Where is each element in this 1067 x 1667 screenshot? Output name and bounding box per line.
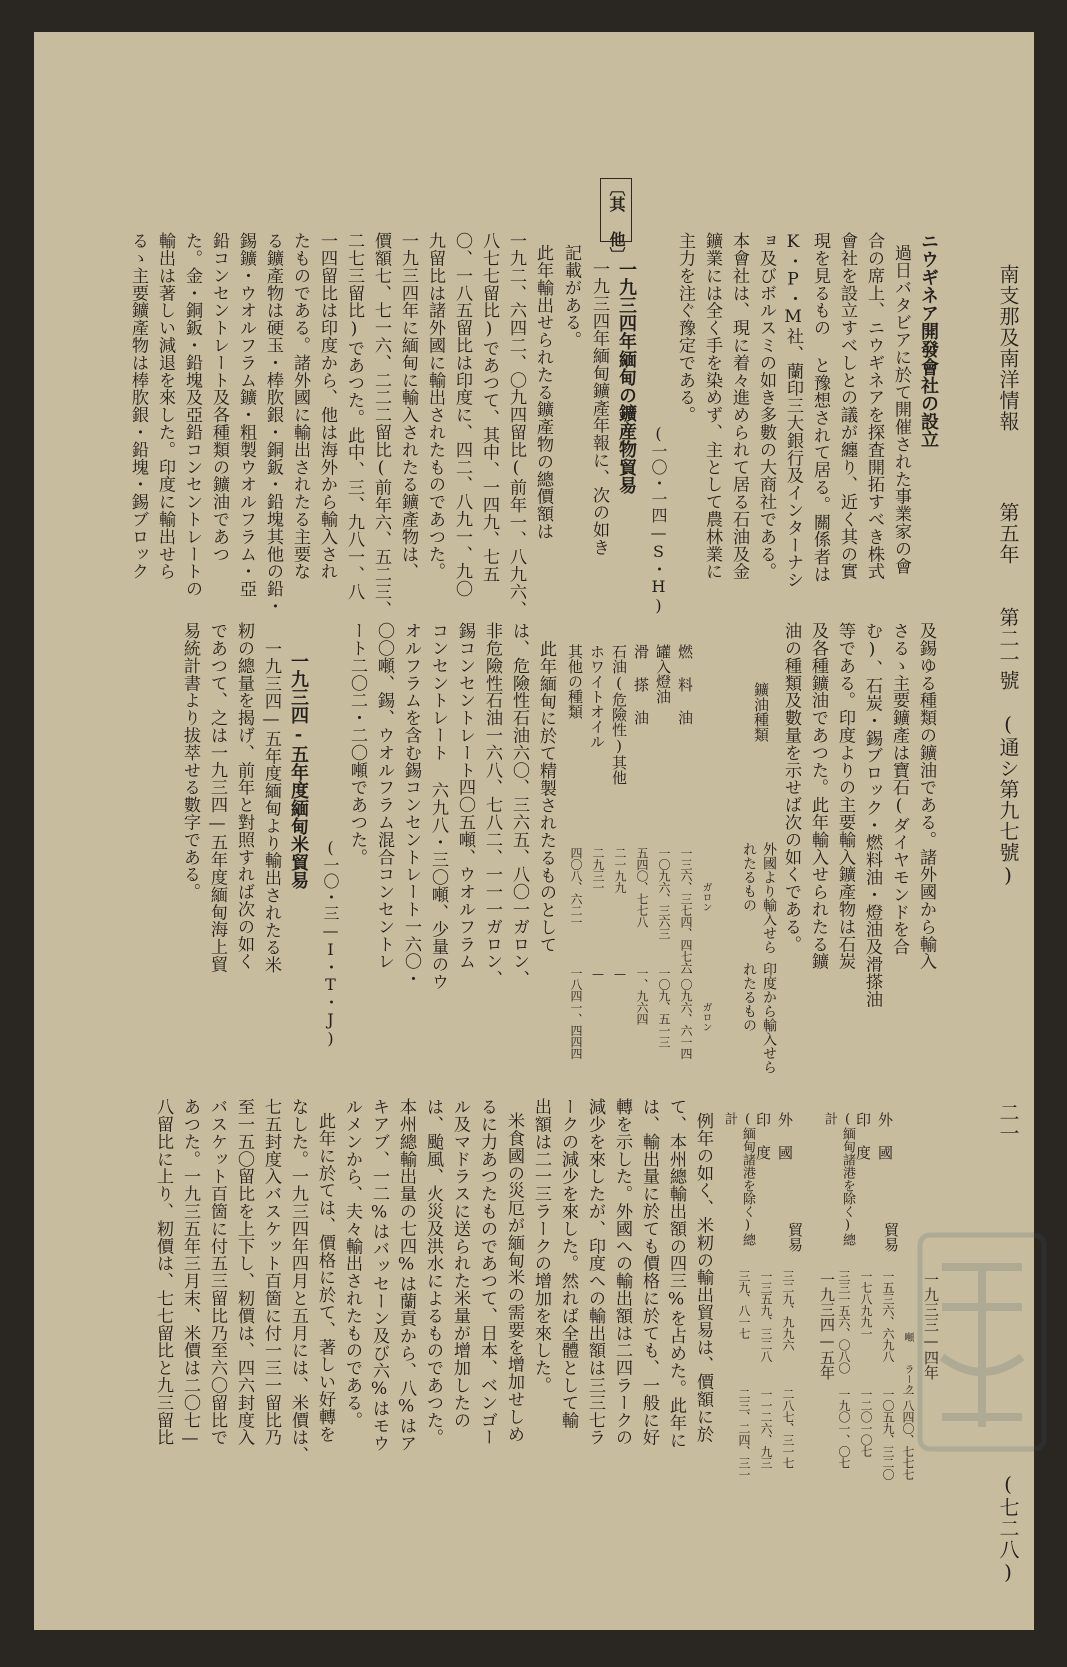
text-line: 價額七、七一六、二二二留比(前年六、五二三、 xyxy=(371,232,391,618)
table-head-foreign: 外國より輸入せられたるもの xyxy=(741,842,777,954)
text-line: 此年輸出せられたる鑛產物の總價額は xyxy=(533,244,553,540)
table-unit-india: ガロン xyxy=(700,1002,711,1032)
oil-type-label: 滑 搽 油 xyxy=(632,644,650,725)
text-line: 輸出は著しい減退を來した。印度に輸出せら xyxy=(155,232,175,580)
text-line: るに力あつたものであつて、日本、ベンゴー xyxy=(477,1098,497,1446)
article-title: 一九三四年緬甸の鑛産物貿易 xyxy=(616,260,637,494)
text-line: ョ及びボルスミの如き多數の大商社である。 xyxy=(756,232,776,580)
india-value: 一、九六四 xyxy=(635,967,649,1025)
value-year2: 一九〇一、〇七 xyxy=(837,1388,851,1469)
text-line: 九留比は諸外國に輸出されたものであつた。 xyxy=(425,232,445,580)
oil-type-label: ホワイトオイル xyxy=(588,644,606,749)
value-year2: 一一二六、九三 xyxy=(759,1388,773,1469)
text-line: であつて、之は一九三四—五年度緬甸海上貿 xyxy=(207,622,227,973)
text-line: コンセントレート 六九八・三〇噸、少量のウ xyxy=(428,622,448,991)
text-line: 八留比に上り、籾價は、七七留比と九三留比 xyxy=(153,1098,173,1446)
text-line: 記載がある。 xyxy=(561,244,581,349)
text-line: 此年緬甸に於て精製されたるものとして xyxy=(536,640,556,954)
volume-label: 第五年 xyxy=(996,502,1020,565)
group-label: 貿易 xyxy=(882,1222,900,1252)
value-year2: 一〇五九、三二〇 xyxy=(881,1388,895,1480)
text-line: 錫コンセントレート四〇五噸、ウオルフラム xyxy=(455,622,475,970)
table-head-india: 印度から輸入せられたるもの xyxy=(741,962,777,1074)
oil-type-label: 石油(危險性)其他 xyxy=(610,644,628,785)
text-line: 及錫ゆる種類の鑛油である。諸外國から輸入 xyxy=(916,622,936,970)
foreign-value: 四〇八、六二一 xyxy=(569,847,583,928)
row-label: 印 度 xyxy=(754,1112,772,1160)
section-label: 〔其 他〕 xyxy=(607,180,626,263)
serial-label: (通シ第九七號) xyxy=(996,712,1020,888)
year-header: 一九三三—四年 xyxy=(922,1272,940,1380)
document-page xyxy=(34,32,1034,1630)
foreign-value: 一〇九六、三六三 xyxy=(657,847,671,939)
row-label: 外 國 xyxy=(776,1112,794,1160)
text-line: 七五封度入バスケット百箇に付一三一留比乃 xyxy=(261,1098,281,1446)
text-line: 例年の如く、米籾の輸出貿易は、價額に於 xyxy=(693,1112,713,1443)
text-line: なした。一九三四年四月と五月には、米價は、 xyxy=(288,1098,308,1464)
text-line: 此年に於ては、價格に於て、著しい好轉を xyxy=(315,1112,335,1443)
foreign-value: 二一九九 xyxy=(613,847,627,893)
text-line: るゝ主要鑛產物は棒肷銀・鉛塊・錫ブロック xyxy=(128,232,148,580)
text-line: て、本州總輸出額の四三%を占めた。此年に xyxy=(666,1098,686,1449)
block-extra-value: 一八四〇、七七七 xyxy=(901,1388,915,1480)
value-year1: 一五三六、六九八 xyxy=(881,1270,895,1362)
text-line: 合の席上、ニウギネアを探査開拓すべき株式 xyxy=(864,232,884,580)
foreign-value: 二九三一 xyxy=(591,847,605,893)
text-line: 過日バタビアに於て開催された事業家の會 xyxy=(891,244,911,575)
text-line: む)、石炭・錫ブロック・燃料油・燈油及滑搽油 xyxy=(862,622,882,1008)
text-line: 米食國の災厄が緬甸米の需要を增加せしめ xyxy=(504,1112,524,1443)
article-title: ニウギネア開發會社の設立 xyxy=(918,232,939,448)
text-line: 現を見るもの と豫想されて居る。關係者は xyxy=(810,232,830,583)
oil-type-label: 其他の種類 xyxy=(566,644,584,719)
text-line: ート二〇二・二〇噸であつた。 xyxy=(347,622,367,866)
text-line: 轉を示した。外國への輸出額は二四ラークの xyxy=(612,1098,632,1446)
text-line: は、颱風、火災及洪水によるものであつた。 xyxy=(423,1098,443,1446)
text-line: 本會社は、現に着々進められて居る石油及金 xyxy=(729,232,749,580)
value-year1: 一三五九、三二八 xyxy=(759,1270,773,1362)
value-year2: 一二〇一〇七 xyxy=(859,1388,873,1457)
row-label: (緬甸諸港を除く)總 計 xyxy=(722,1112,755,1246)
text-line: 一九二、六四二、〇九四留比(前年一、八九六、 xyxy=(506,232,526,618)
india-value: — xyxy=(591,967,605,981)
text-line: た。金・銅鈑・鉛塊及亞鉛コンセントレートの xyxy=(182,232,202,598)
group-label: 貿易 xyxy=(786,1222,804,1252)
text-line: 二七三留比)であつた。此中、三、九八一、八 xyxy=(344,232,364,601)
issue-label: 第二一號 xyxy=(996,607,1020,691)
text-line: 鑛業には全く手を染めず、主として農林業に xyxy=(702,232,722,580)
value-year1: 三二九、九九六 xyxy=(781,1270,795,1351)
text-line: たものである。諸外國に輸出されたる主要な xyxy=(290,232,310,580)
india-value: 一〇九、五一三 xyxy=(657,967,671,1048)
table-unit: ラーク xyxy=(902,1364,913,1394)
text-line: 錫鑛・ウオルフラム鑛・粗製ウオルフラム・亞 xyxy=(236,232,256,598)
value-year1: 三三一五六、〇八〇 xyxy=(837,1270,851,1374)
oil-type-label: 罐入燈油 xyxy=(654,644,672,704)
journal-title: 南支那及南洋情報 xyxy=(996,264,1020,432)
foreign-value: 五四〇、七七八 xyxy=(635,847,649,928)
text-line: 〇、一八五留比は印度に、四二、八九一、九〇 xyxy=(452,232,472,598)
text-line: 一四留比は印度から、他は海外から輸入され xyxy=(317,232,337,580)
text-line: る鑛產物は硬玉・棒肷銀・銅鈑・鉛塊其他の鉛・ xyxy=(263,232,283,615)
value-year2: 二八七、三一七 xyxy=(781,1388,795,1469)
text-line: あつた。一九三五年三月末、米價は二〇七— xyxy=(180,1098,200,1449)
text-line: 等である。印度よりの主要輸入鑛產物は石炭 xyxy=(835,622,855,970)
article-signature: (一〇・一四—S・H) xyxy=(649,424,668,615)
table-unit-foreign: ガロン xyxy=(700,882,711,912)
article-title: 一九三四-五年度緬甸米貿易 xyxy=(288,652,309,889)
text-line: バスケット百箇に付五三留比乃至六〇留比で xyxy=(207,1098,227,1446)
row-label: (緬甸諸港を除く)總 計 xyxy=(822,1112,855,1246)
text-line: 減少を來したが、印度への輸出額は三三七ラ xyxy=(585,1098,605,1446)
text-line: 一九三四年に緬甸に輸入されたる鑛產物は、 xyxy=(398,232,418,580)
text-line: 一九三四年緬甸鑛產年報に、次の如き xyxy=(589,260,609,556)
article-signature: (一〇・三—I・T・J) xyxy=(321,838,340,1048)
text-line: ークの減少を來した。然れば全體として輸 xyxy=(558,1098,578,1429)
row-label: 外 國 xyxy=(876,1112,894,1160)
india-value: 一〇九六、六一四 xyxy=(679,967,693,1059)
text-line: 出額は二一三ラークの增加を來した。 xyxy=(531,1098,551,1394)
text-line: ルメンから、夫々輸出されたものである。 xyxy=(342,1098,362,1429)
text-line: 及各種鑛油であつた。此年輸入せられたる鑛 xyxy=(808,622,828,970)
text-line: 易統計書より拔萃せる數字である。 xyxy=(180,622,200,901)
india-value: 一八四一、四四四 xyxy=(569,967,583,1059)
table-column-title: 鑛油種類 xyxy=(752,682,770,742)
india-value: — xyxy=(613,967,627,981)
text-line: ル及マドラスに送られた米量が增加したの xyxy=(450,1098,470,1429)
text-line: 會社を設立すべしとの議が纏り、近く其の實 xyxy=(837,232,857,580)
text-line: キアブ、一二%はバッセーン及び六%はモウ xyxy=(369,1098,389,1452)
text-line: 至一五〇留比を上下し、籾價は、四六封度入 xyxy=(234,1098,254,1446)
text-line: さるゝ主要鑛產は寶石(ダイヤモンドを合 xyxy=(889,622,909,956)
value-year2: 二三、二四、三一 xyxy=(737,1388,751,1480)
oil-type-label: 燃 料 油 xyxy=(676,644,694,725)
text-line: は、危險性石油六〇、三六五、八〇一ガロン、 xyxy=(509,622,529,988)
text-line: 鉛コンセントレート及各種類の鑛油であつ xyxy=(209,232,229,563)
text-line: 一九三四—五年度緬甸より輸出されたる米 xyxy=(261,640,281,974)
text-line: K・P・M社、蘭印三大銀行及インターナシ xyxy=(783,232,803,589)
text-line: オルフラムを含む錫コンセントレート一六〇・ xyxy=(401,622,421,988)
value-year1: 三九、八一七 xyxy=(737,1270,751,1339)
value-year1: 一七八九九一 xyxy=(859,1270,873,1339)
foreign-value: 一三六、三七四、四七六 xyxy=(679,847,693,974)
watermark-icon xyxy=(912,1227,1052,1457)
text-line: 八七七留比)であつて、其中、一四九、七五 xyxy=(479,232,499,583)
table-unit-ton: 噸 xyxy=(902,1332,913,1342)
year-header: 一九三四—五年 xyxy=(818,1272,836,1380)
text-line: 非危險性石油一六八、七八二、一一一ガロン、 xyxy=(482,622,502,988)
row-label: 印 度 xyxy=(854,1112,872,1160)
page-number-total: (七二八) xyxy=(996,1472,1020,1585)
text-line: 〇〇噸、錫、ウオルフラム混合コンセントレ xyxy=(374,622,394,970)
text-line: は、輸出量に於ても價格に於ても、一般に好 xyxy=(639,1098,659,1446)
text-line: 主力を注ぐ豫定である。 xyxy=(675,232,695,424)
page-number-local: 二一 xyxy=(996,1102,1020,1144)
text-line: 籾の總量を揭げ、前年と對照すれば次の如く xyxy=(234,622,254,970)
text-line: 本州總輸出量の七四%は蘭貢から、八%はア xyxy=(396,1098,416,1452)
text-line: 油の種類及數量を示せば次の如くである。 xyxy=(781,622,801,953)
